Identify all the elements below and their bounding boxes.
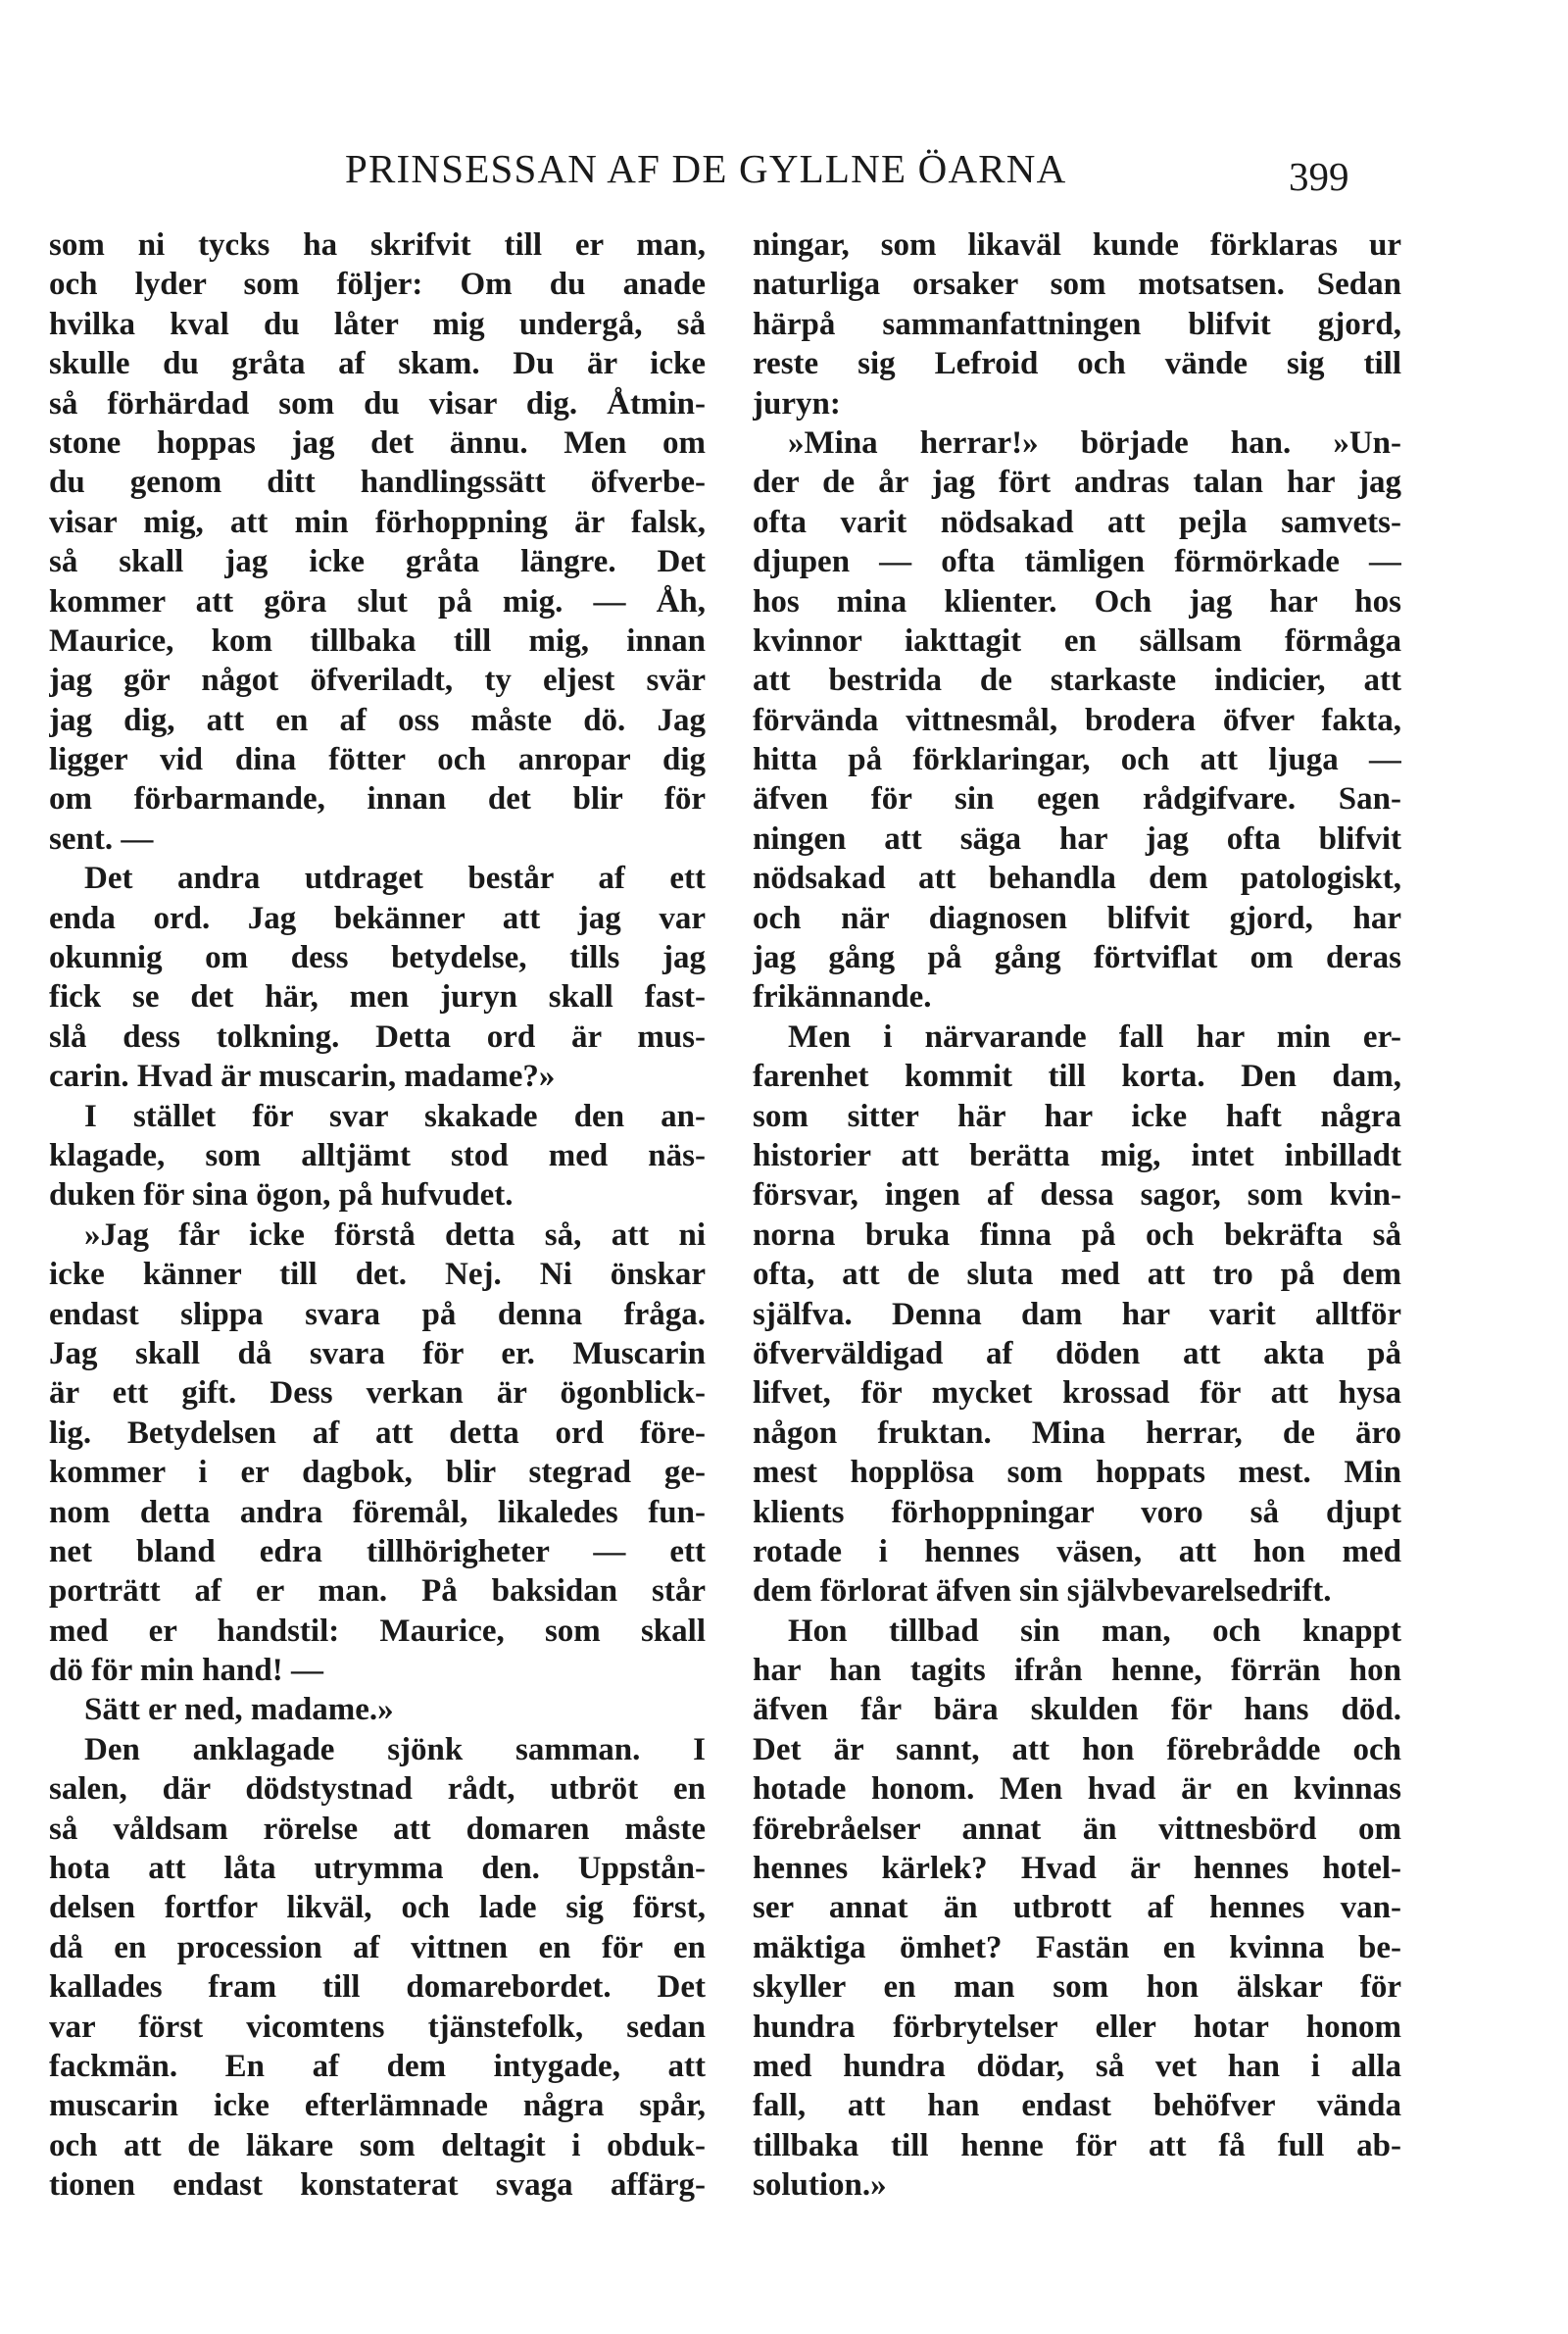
text-line: så förhärdad som du visar dig. Åtmin- xyxy=(49,385,706,422)
text-line: solution.» xyxy=(753,2167,887,2204)
text-line: salen, där dödstystnad rådt, utbröt en xyxy=(49,1771,706,1808)
text-line: hotade honom. Men hvad är en kvinnas xyxy=(753,1771,1401,1808)
running-head xyxy=(0,145,1568,204)
text-line: farenhet kommit till korta. Den dam, xyxy=(753,1059,1401,1095)
left-column xyxy=(49,225,706,2206)
text-line: nom detta andra föremål, likaledes fun- xyxy=(49,1494,706,1530)
text-line: sent. — xyxy=(49,820,154,857)
text-line: hos mina klienter. Och jag har hos xyxy=(753,583,1401,620)
text-line: kvinnor iakttagit en sällsam förmåga xyxy=(753,622,1401,659)
text-line: hitta på förklaringar, och att ljuga — xyxy=(753,742,1401,778)
text-line: själfva. Denna dam har varit alltför xyxy=(753,1296,1401,1332)
text-line: så skall jag icke gråta längre. Det xyxy=(49,544,706,580)
text-line: lifvet, för mycket krossad för att hysa xyxy=(753,1375,1401,1412)
text-line: förvända vittnesmål, brodera öfver fakta, xyxy=(753,702,1401,738)
text-line: har han tagits ifrån henne, förrän hon xyxy=(753,1653,1401,1689)
text-line: endast slippa svara på denna fråga. xyxy=(49,1296,706,1332)
text-line: kallades fram till domarebordet. Det xyxy=(49,1969,706,2006)
text-line: äfven får bära skulden för hans död. xyxy=(753,1692,1401,1728)
text-line: som sitter här har icke haft några xyxy=(753,1098,1401,1134)
text-line: reste sig Lefroid och vände sig till xyxy=(753,346,1401,382)
text-line: porträtt af er man. På baksidan står xyxy=(49,1573,706,1610)
page-number: 399 xyxy=(1289,154,1349,199)
text-line: Maurice, kom tillbaka till mig, innan xyxy=(49,622,706,659)
text-line: kommer att göra slut på mig. — Åh, xyxy=(49,583,706,620)
text-line: klients förhoppningar voro så djupt xyxy=(753,1494,1401,1530)
text-line: naturliga orsaker som motsatsen. Sedan xyxy=(753,267,1401,303)
text-line: mäktiga ömhet? Fastän en kvinna be- xyxy=(753,1929,1401,1965)
text-line: skulle du gråta af skam. Du är icke xyxy=(49,346,706,382)
text-line: ser annat än utbrott af hennes van- xyxy=(753,1890,1401,1926)
text-line: slå dess tolkning. Detta ord är mus- xyxy=(49,1018,706,1055)
right-column xyxy=(753,225,1401,2206)
text-line: kommer i er dagbok, blir stegrad ge- xyxy=(49,1455,706,1491)
text-line: försvar, ingen af dessa sagor, som kvin- xyxy=(753,1177,1401,1214)
text-line: fackmän. En af dem intygade, att xyxy=(49,2048,706,2084)
text-line: någon fruktan. Mina herrar, de äro xyxy=(753,1415,1401,1451)
text-line: dem förlorat äfven sin självbevarelsedrift. xyxy=(753,1573,1332,1610)
text-line: »Jag får icke förstå detta så, att ni xyxy=(84,1217,706,1253)
text-line: så våldsam rörelse att domaren måste xyxy=(49,1811,706,1847)
text-line: hennes kärlek? Hvad är hennes hotel- xyxy=(753,1851,1401,1887)
text-line: Hon tillbad sin man, och knappt xyxy=(788,1613,1401,1649)
text-line: och att de läkare som deltagit i obduk- xyxy=(49,2127,706,2163)
text-line: öfverväldigad af döden att akta på xyxy=(753,1335,1401,1371)
text-line: carin. Hvad är muscarin, madame?» xyxy=(49,1059,556,1095)
text-line: om förbarmande, innan det blir för xyxy=(49,781,706,818)
text-line: och lyder som följer: Om du anade xyxy=(49,267,706,303)
text-line: fall, att han endast behöfver vända xyxy=(753,2088,1401,2124)
text-line: jag dig, att en af oss måste dö. Jag xyxy=(49,702,706,738)
text-line: mest hopplösa som hoppats mest. Min xyxy=(753,1455,1401,1491)
text-line: net bland edra tillhörigheter — ett xyxy=(49,1533,706,1569)
text-line: Det är sannt, att hon förebrådde och xyxy=(753,1731,1401,1767)
text-line: jag gör något öfveriladt, ty eljest svär xyxy=(49,663,706,699)
text-line: Men i närvarande fall har min er- xyxy=(788,1018,1401,1055)
text-line: härpå sammanfattningen blifvit gjord, xyxy=(753,306,1401,342)
text-line: ofta varit nödsakad att pejla samvets- xyxy=(753,504,1401,540)
text-line: icke känner till det. Nej. Ni önskar xyxy=(49,1257,706,1293)
text-line: ningar, som likaväl kunde förklaras ur xyxy=(753,227,1401,263)
text-line: ofta, att de sluta med att tro på dem xyxy=(753,1257,1401,1293)
text-line: juryn: xyxy=(753,385,841,422)
text-line: visar mig, att min förhoppning är falsk, xyxy=(49,504,706,540)
text-line: som ni tycks ha skrifvit till er man, xyxy=(49,227,706,263)
text-line: duken för sina ögon, på hufvudet. xyxy=(49,1177,514,1214)
text-line: då en procession af vittnen en för en xyxy=(49,1929,706,1965)
text-line: der de år jag fört andras talan har jag xyxy=(753,465,1401,501)
text-line: var först vicomtens tjänstefolk, sedan xyxy=(49,2009,706,2045)
text-line: tillbaka till henne för att få full ab- xyxy=(753,2127,1401,2163)
text-line: med hundra dödar, så vet han i alla xyxy=(753,2048,1401,2084)
running-title: PRINSESSAN AF DE GYLLNE ÖARNA xyxy=(345,146,1067,191)
text-line: och när diagnosen blifvit gjord, har xyxy=(753,900,1401,936)
text-line: enda ord. Jag bekänner att jag var xyxy=(49,900,706,936)
text-line: muscarin icke efterlämnade några spår, xyxy=(49,2088,706,2124)
text-line: nödsakad att behandla dem patologiskt, xyxy=(753,861,1401,897)
text-line: lig. Betydelsen af att detta ord före- xyxy=(49,1415,706,1451)
text-line: rotade i hennes väsen, att hon med xyxy=(753,1533,1401,1569)
text-line: är ett gift. Dess verkan är ögonblick- xyxy=(49,1375,706,1412)
text-line: äfven för sin egen rådgifvare. San- xyxy=(753,781,1401,818)
text-line: dö för min hand! — xyxy=(49,1653,323,1689)
text-line: ningen att säga har jag ofta blifvit xyxy=(753,820,1401,857)
text-line: klagade, som alltjämt stod med näs- xyxy=(49,1137,706,1173)
text-line: tionen endast konstaterat svaga affärg- xyxy=(49,2167,706,2204)
text-line: jag gång på gång förtviflat om deras xyxy=(753,940,1401,976)
text-line: att bestrida de starkaste indicier, att xyxy=(753,663,1401,699)
text-line: Jag skall då svara för er. Muscarin xyxy=(49,1335,706,1371)
text-line: Den anklagade sjönk samman. I xyxy=(84,1731,706,1767)
text-line: fick se det här, men juryn skall fast- xyxy=(49,979,706,1016)
text-line: hota att låta utrymma den. Uppstån- xyxy=(49,1851,706,1887)
text-line: historier att berätta mig, intet inbilladt xyxy=(753,1137,1401,1173)
text-line: norna bruka finna på och bekräfta så xyxy=(753,1217,1401,1253)
text-line: med er handstil: Maurice, som skall xyxy=(49,1613,706,1649)
text-line: djupen — ofta tämligen förmörkade — xyxy=(753,544,1401,580)
text-line: I stället för svar skakade den an- xyxy=(84,1098,706,1134)
text-line: hundra förbrytelser eller hotar honom xyxy=(753,2009,1401,2045)
text-line: du genom ditt handlingssätt öfverbe- xyxy=(49,465,706,501)
text-line: hvilka kval du låter mig undergå, så xyxy=(49,306,706,342)
text-line: ligger vid dina fötter och anropar dig xyxy=(49,742,706,778)
text-line: Det andra utdraget består af ett xyxy=(84,861,706,897)
text-line: Sätt er ned, madame.» xyxy=(84,1692,394,1728)
text-line: frikännande. xyxy=(753,979,932,1016)
text-line: förebråelser annat än vittnesbörd om xyxy=(753,1811,1401,1847)
text-line: »Mina herrar!» började han. »Un- xyxy=(788,424,1401,461)
text-line: delsen fortfor likväl, och lade sig först, xyxy=(49,1890,706,1926)
text-line: skyller en man som hon älskar för xyxy=(753,1969,1401,2006)
text-line: stone hoppas jag det ännu. Men om xyxy=(49,424,706,461)
text-line: okunnig om dess betydelse, tills jag xyxy=(49,940,706,976)
